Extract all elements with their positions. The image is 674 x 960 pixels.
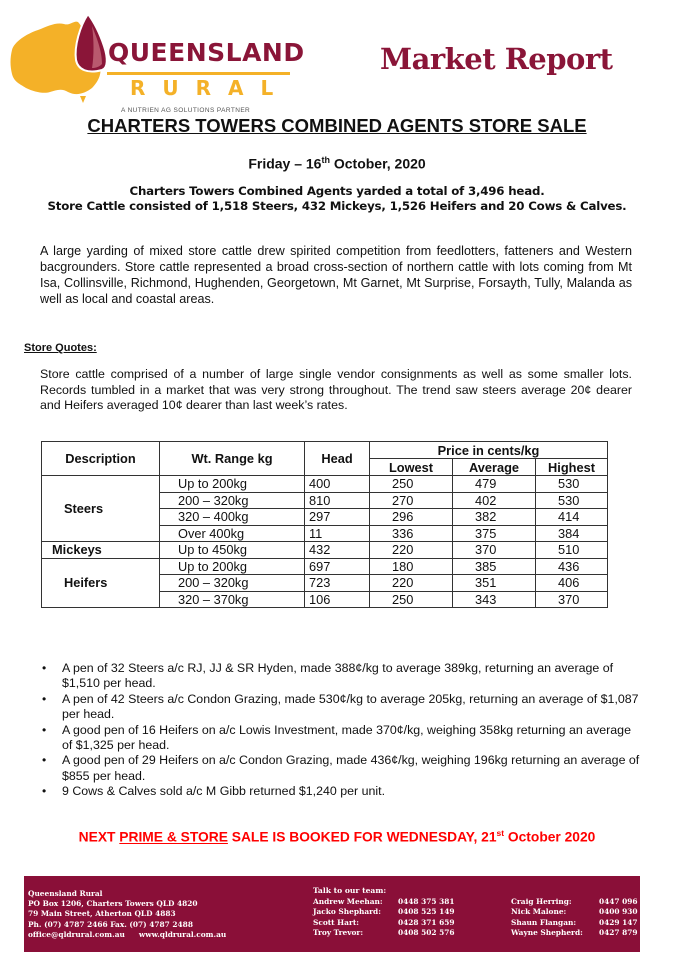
cell-highest: 414 [536,509,608,526]
queensland-rural-logo [4,12,305,114]
cell-head: 697 [305,558,370,575]
page-title: CHARTERS TOWERS COMBINED AGENTS STORE SALE [87,115,587,136]
cell-head: 400 [305,476,370,493]
cell-range: 200 – 320kg [160,575,305,592]
team-member-name: Troy Trevor: [313,927,364,937]
sale-date-day: Friday – 16 [248,155,322,172]
team-member-name: Scott Hart: [313,917,359,927]
cell-head: 11 [305,525,370,542]
list-item [40,784,640,799]
cell-range: Up to 450kg [160,542,305,559]
cell-highest: 384 [536,525,608,542]
highlight-text: A pen of 32 Steers a/c RJ, JJ & SR Hyden, made 388¢/kg to average 389kg, returning an average of $1,510 per head. [62,661,614,691]
next-sale-notice [0,828,674,845]
list-item [40,753,640,784]
next-sale-type: PRIME & STORE [119,829,228,845]
cell-range: 320 – 400kg [160,509,305,526]
cell-range: Up to 200kg [160,476,305,493]
cell-lowest: 250 [370,476,453,493]
team-member-phone: 0408 525 149 [398,907,455,917]
intro-paragraph: A large yarding of mixed store cattle drew spirited competition from feedlotters, fatteners and Western bacgrounders. Store cattle represented a broad cross-section of northern cattle with lots coming from Mt Isa, Collinsville, Richmond, Hughenden, Georgetown, Mt Garnet, Mt Surprise, Forsayth, Tully, Malanda as well as local and coastal areas. [40,244,632,306]
highlight-text: A good pen of 29 Heifers on a/c Condon Grazing, made 436¢/kg, weighing 196kg returning an average of $855 per head. [62,753,640,783]
cell-range: Up to 200kg [160,558,305,575]
cell-highest: 436 [536,558,608,575]
team-member-name: Nick Malone: [511,907,567,917]
cell-head: 810 [305,492,370,509]
col-lowest: Lowest [370,459,453,476]
team-grid [313,897,659,938]
cell-lowest: 250 [370,591,453,608]
team-member-phone: 0428 371 659 [398,917,455,927]
list-item [40,692,640,723]
logo-brand-bottom: RURAL [130,76,291,100]
col-weight-range: Wt. Range kg [160,442,305,476]
store-quotes-table [41,441,608,608]
cell-head: 432 [305,542,370,559]
cell-lowest: 220 [370,542,453,559]
footer-email-link[interactable]: office@qldrural.com.au [28,929,125,939]
bullet-icon: • [42,661,47,675]
cell-average: 479 [453,476,536,493]
summary-total: Charters Towers Combined Agents yarded a total of 3,496 head. [129,184,545,198]
bullet-icon: • [42,691,47,706]
col-highest: Highest [536,459,608,476]
team-member-name: Craig Herring: [511,897,572,907]
footer-contact-bar [24,876,656,952]
team-member-phone: 0427 879 109 [599,927,656,937]
cell-lowest: 296 [370,509,453,526]
col-head: Head [305,442,370,476]
footer-po-box: PO Box 1206, Charters Towers QLD 4820 [28,899,198,909]
table-row [42,542,608,559]
footer-company: Queensland Rural [28,889,103,898]
footer-phone-fax: Ph. (07) 4787 2466 Fax. (07) 4787 2488 [28,919,193,929]
cell-average: 382 [453,509,536,526]
team-member-name: Wayne Shepherd: [511,927,583,937]
yarding-summary [0,184,674,214]
cell-lowest: 220 [370,575,453,592]
cell-range: 200 – 320kg [160,492,305,509]
footer-address [28,889,226,940]
logo-brand-top: QUEENSLAND [108,38,305,67]
footer-website-link[interactable]: www.qldrural.com.au [138,929,227,939]
category-mickeys: Mickeys [42,542,160,559]
cell-head: 297 [305,509,370,526]
highlight-text: A pen of 42 Steers a/c Condon Grazing, made 530¢/kg to average 205kg, returning an average of $1,087 per head. [62,691,639,722]
list-item [40,723,640,754]
cell-highest: 530 [536,476,608,493]
australia-map-icon [4,12,114,107]
summary-breakdown: Store Cattle consisted of 1,518 Steers, 432 Mickeys, 1,526 Heifers and 20 Cows & Calves. [47,199,627,213]
cell-highest: 510 [536,542,608,559]
cell-average: 343 [453,591,536,608]
next-sale-ordinal: st [496,828,505,838]
cell-range: 320 – 370kg [160,591,305,608]
category-steers: Steers [42,476,160,542]
team-member-name: Andrew Meehan: [313,897,383,907]
cell-head: 106 [305,591,370,608]
bullet-icon: • [42,753,47,768]
list-item [40,661,640,692]
cell-average: 375 [453,525,536,542]
cell-highest: 530 [536,492,608,509]
team-member-phone: 0408 502 576 [398,927,455,937]
logo-divider [107,72,290,75]
next-sale-prefix: NEXT [78,829,120,845]
footer-team [313,886,659,938]
bullet-icon: • [42,722,47,737]
sale-date-month: October, 2020 [329,155,426,172]
cell-average: 385 [453,558,536,575]
table-row [42,558,608,575]
report-title: Market Report [380,42,613,76]
footer-street: 79 Main Street, Atherton QLD 4883 [28,909,176,919]
col-price-group: Price in cents/kg [370,442,608,459]
col-description: Description [42,442,160,476]
cell-highest: 370 [536,591,608,608]
team-member-phone: 0448 375 381 [398,897,455,907]
cell-lowest: 336 [370,525,453,542]
cell-average: 370 [453,542,536,559]
col-average: Average [453,459,536,476]
logo-tagline: A NUTRIEN AG SOLUTIONS PARTNER [121,107,251,114]
cell-head: 723 [305,575,370,592]
highlight-text: A good pen of 16 Heifers on a/c Lowis Investment, made 370¢/kg, weighing 358kg returning an average of $1,325 per head. [62,722,631,753]
team-member-name: Shaun Flangan: [511,917,577,927]
sale-date [0,155,674,172]
sale-highlights-list [40,661,640,800]
cell-average: 351 [453,575,536,592]
team-member-phone: 0429 147 150 [599,917,656,927]
bullet-icon: • [42,784,47,799]
cell-lowest: 180 [370,558,453,575]
team-title: Talk to our team: [313,886,387,895]
sale-date-ordinal: th [321,155,330,165]
store-quotes-heading: Store Quotes: [24,342,97,354]
cell-range: Over 400kg [160,525,305,542]
next-sale-suffix: October 2020 [504,829,596,845]
cell-average: 402 [453,492,536,509]
category-heifers: Heifers [42,558,160,608]
highlight-text: 9 Cows & Calves sold a/c M Gibb returned $1,240 per unit. [62,784,386,799]
cell-lowest: 270 [370,492,453,509]
team-member-name: Jacko Shephard: [313,907,381,917]
cell-highest: 406 [536,575,608,592]
table-row [42,476,608,493]
team-member-phone: 0447 096 061 [599,897,656,907]
team-member-phone: 0400 930 512 [599,907,656,917]
next-sale-middle: SALE IS BOOKED FOR WEDNESDAY, 21 [227,829,497,845]
store-quotes-paragraph: Store cattle comprised of a number of large single vendor consignments as well as some smaller lots. Records tumbled in a market that was very strong throughout. The trend saw steers average 20¢ dearer and Heifers averaged 10¢ dearer than last week’s rates. [40,367,632,412]
